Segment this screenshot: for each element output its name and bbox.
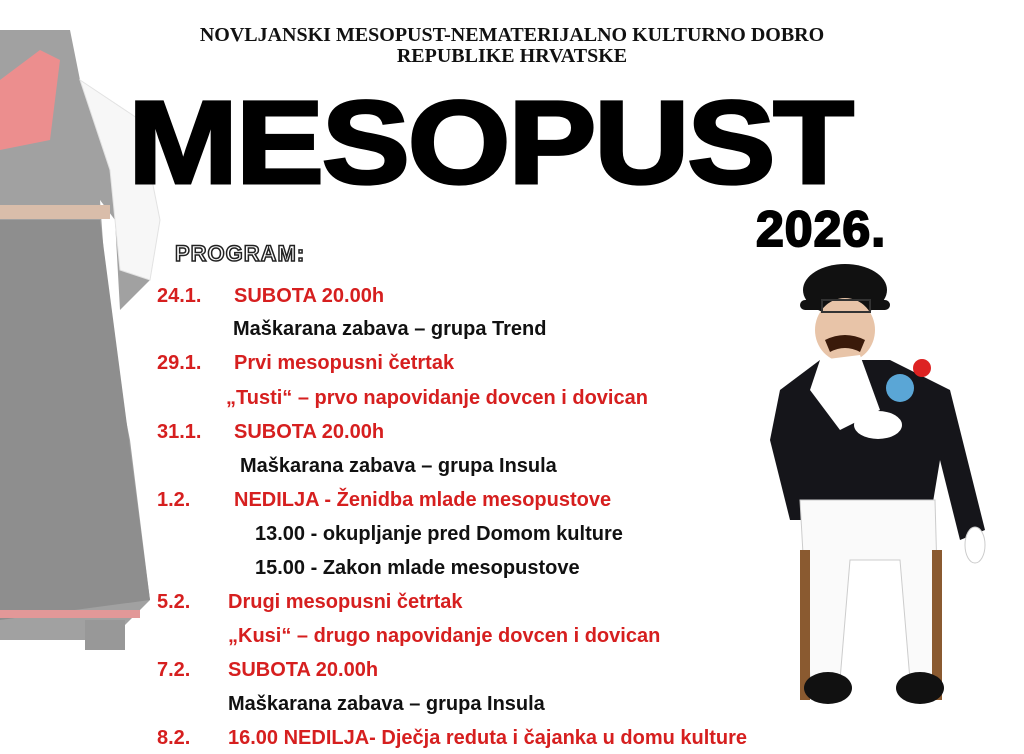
program-item-text: Prvi mesopusni četrtak (234, 352, 455, 374)
program-item-text: „Kusi“ – drugo napovidanje dovcen i dovican (228, 625, 661, 647)
poster-year: 2026. (756, 201, 887, 257)
program-item-text: Maškarana zabava – grupa Insula (228, 693, 545, 715)
program-date: 31.1. (157, 421, 202, 443)
program-item-text: SUBOTA 20.00h (228, 659, 379, 681)
program-item-text: Drugi mesopusni četrtak (228, 591, 463, 613)
program-item-text: Maškarana zabava – grupa Insula (240, 455, 557, 477)
program-date: 1.2. (157, 489, 191, 511)
mesopust-figure-image (760, 260, 1000, 720)
program-item-text: 15.00 - Zakon mlade mesopustove (255, 557, 580, 579)
program-item-text: Maškarana zabava – grupa Trend (233, 318, 547, 340)
poster-title: MESOPUST (128, 77, 852, 209)
program-item-text: SUBOTA 20.00h (234, 285, 385, 307)
header-line-1: NOVLJANSKI MESOPUST-NEMATERIJALNO KULTURNO DOBRO (199, 24, 825, 46)
program-item-text: NEDILJA - Ženidba mlade mesopustove (234, 489, 612, 511)
program-item-text: „Tusti“ – prvo napovidanje dovcen i dovican (226, 387, 648, 409)
program-item-text: 16.00 NEDILJA- Dječja reduta i čajanka u domu kulture (228, 727, 748, 749)
header-line-2: REPUBLIKE HRVATSKE (396, 45, 628, 67)
program-date: 29.1. (157, 352, 202, 374)
program-date: 5.2. (157, 591, 191, 613)
program-heading: PROGRAM: (175, 241, 306, 266)
program-item-text: 13.00 - okupljanje pred Domom kulture (255, 523, 623, 545)
program-item-text: SUBOTA 20.00h (234, 421, 385, 443)
program-date: 24.1. (157, 285, 202, 307)
program-date: 8.2. (157, 727, 191, 749)
program-date: 7.2. (157, 659, 191, 681)
